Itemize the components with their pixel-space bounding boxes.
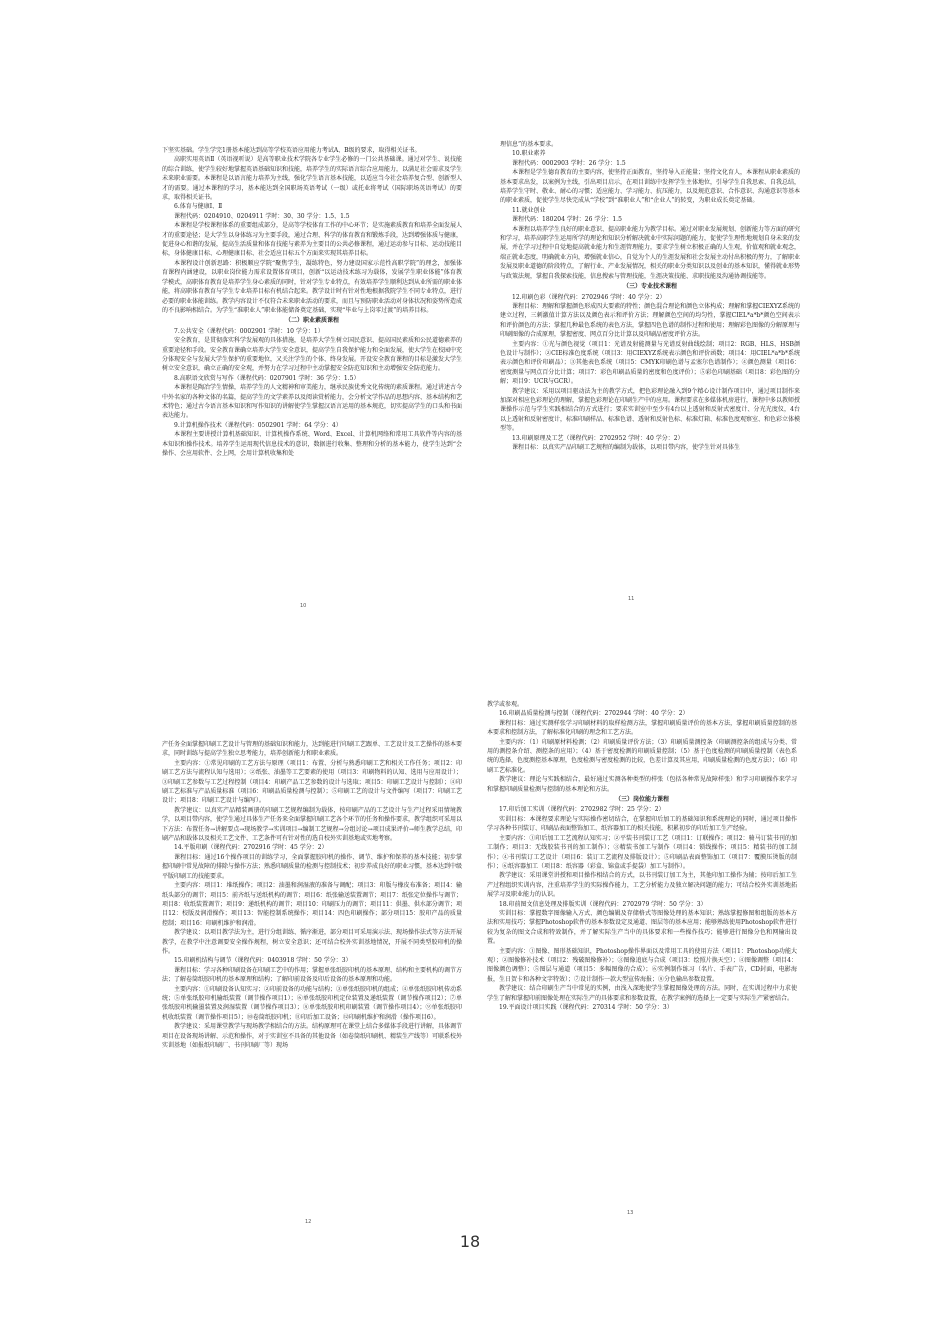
paragraph: 9.计算机操作技术（课程代码：0502901 学时：64 学分：4） (174, 421, 342, 429)
paragraph: 课程目标：理解和掌握颜色形成四大要素的特性；颜色混合理论和颜色立体构成；理解和掌握CIEXYZ系统的建立过程，三刺激值计算方法以及颜色表示和评价方法；理解颜色空间的均匀性，掌握CIEL*a*b*颜色空间表示和评价颜色的方法；掌握几种最色系统的表色方法，掌握四色色谱的制作过程和使用；理解彩色图像的分解原理与印刷图像的合成原理，掌握密度、网点百分比计算以及印刷品密度评价方法。 (500, 302, 800, 339)
paragraph: 教学建议：结合印刷生产当中常见的实例，由浅入深地使学生掌握图像处理的方法。同时，在实训过程中力求使学生了解和掌握印前图像处理在实际生产的具体要求和参数设置，在教学案例的选择上一定要与实际生产紧密结合。 (487, 985, 797, 1002)
paragraph: 12.印刷色彩（课程代码：2702946 学时：40 学分：2） (512, 293, 666, 301)
sheet-number: 18 (459, 1232, 481, 1251)
paragraph: 实训目标：掌握数字图像输入方式、颜色编辑及存储格式等图像处理的基本知识；熟练掌握修图和组版的基本方法和实用技巧；掌握Photoshop软件的基本参数设定及通道、图层等的基本应用；能够熟练使用Photoshop软件进行较为复杂的图文合成和特效制作，并了解实际生产当中的具体要求和一些操作技巧；能够进行图像分色和网输出设置。 (487, 909, 797, 946)
paragraph: 主要内容：①印后加工工艺流程认知实习；②平装书刊装订工艺（项目1：订联操作；项目2：骑马订装书刊的加工制作；项目3：无线胶装书刊的加工制作）；③精装书加工与制作（项目4：锁线操作；项目5：精装书的加工制作）；④书刊装订工艺设计（项目6：装订工艺流程及排版设计）；⑤印刷品表面整饰加工（项目7：覆膜压烫版的制作）；⑥纸容器加工（项目8：纸容器（彩盒、锦盒或手提袋）加工与制作）。 (487, 834, 797, 870)
paragraph: 课程目标：通过实测样张学习印刷材料的取样检测方法，掌握印刷质量评价的基本方法，掌握印刷质量控制的基本要求和控制方法，了解标准化印刷的理念和工艺方法。 (487, 719, 797, 737)
paragraph: 教学或参观。 (487, 701, 524, 708)
document-page-11 (500, 140, 800, 602)
paragraph: 下坚实基础。学生学完1册基本能达到高等学校英语应用能力考试A、B级的要求，取得相关证书。 (162, 147, 421, 154)
paragraph: 主要内容：项目1：堆纸操作；项目2：油墨和润湿液的准备与调配；项目3：印版与橡皮布准备；项目4：输纸头部分的调节；项目5：前齐纸与送纸机构的调节；项目6：纸张输送装置调节；项目7：纸张定位操作与调节；项目8：收纸装置调节；项目9：递纸机构的调节；项目10：印刷压力的调节；项目11：供墨、供水部分调节；项目12：校版及润滑操作；项目13：智能控制系统操作；项目14：四色印刷操作；部分项目15：胶印产品的质量控制；项目16：印刷机维护和润滑。 (162, 882, 462, 927)
paragraph: 19.平面设计项目实践（课程代码：270314 学时：50 学分：3） (499, 1004, 673, 1011)
paragraph: 产任务全面掌握印刷工艺设计与管理的基础知识和能力，达到能进行印刷工艺跟单、工艺设计及工艺操作的基本要求，同时训练与提高学生独立思考能力，培养创新能力和职业素质。 (162, 741, 462, 758)
paragraph: 15.印刷机结构与调节（课程代码：0403918 学时：50 学分：3） (174, 957, 352, 965)
paragraph: 课程代码：0002903 学时：26 学分：1.5 (512, 159, 626, 167)
paragraph: 教学建议：采用以项目驱动法为主的教学方式，把色彩理论融入到9个精心设计制作项目中，通过项目制作来加深对相应色彩理论的理解，掌握色彩理论在印刷生产中的应用。课程要求在多媒体机房进行，课程中多以教师授课操作示范与学生实践相结合的方式进行；要求实训室中至少有4台以上透射和反射式密度计、分光光度仪，4台以上透射和反射密度计，标准印刷样品、标准色谱、透射和反射色标、标准灯箱、标准色度观察室、和色彩立体模型等。 (500, 387, 800, 433)
paragraph: 16.印刷品质量检测与控制（课程代码：2702944 学时：40 学分：2） (499, 710, 689, 718)
paragraph: 本课程设计创新思路：积极顺应学院“聚焦学生，凝练特色，努力建设国家示范性高职学院”的理念，加强体育课程内涵建设，以职业岗位能力需求设置体育项目，创新“以运动技术练习为载体，发展学生职业体能”体育教学模式，高职体育教育是培养学生身心素质的同时，针对学生专业特点，有效培养学生顺利达到从业所需的职业体能，将高职体育教育与学生专业培养目标有机结合起来。教学设计时有针对性地根据我院学生不同专业特点，进行必要的职业体能训练。教学内容设计不仅符合未来职业活动的要求，而且与预防职业活动对身体状况和姿势所造成的不良影响相结合。为学生“准职业人”职业体能储备奠定基础，实现“毕业与上岗零过渡”的培养目标。 (162, 259, 462, 314)
paragraph: 高职实用英语Ⅱ（英语视听说）是高等职业技术学院各专业学生必修的一门公共基础课。通过对学生、说技能的综合训练，使学生较好地掌握英语基础知识和技能，培养学生的实际语言综合应用能力，以满足社会需求及学生未来职业需要。本课程是以语言能力培养为主线，强化学生语言基本技能，以适应当今社会培养复合型、创新型人才的需要。通过本课程的学习，基本能达到全国职场英语考试（一级）或托业将考试（国际职场英语考试）的要求，取得相关证书。 (162, 156, 462, 202)
paragraph: 11.就业创业 (512, 206, 546, 214)
paragraph: 18.印前图文信息处理及排版实训（课程代码：2702979 学时：50 学分：3） (499, 900, 707, 908)
document-page-12 (162, 740, 462, 1196)
paragraph: 课程目标：通过16个操作项目的训练学习，全面掌握胶印机的操作、调节、维护和保养的基本技能；初步掌握印刷中常见故障的排除与操作方法；熟悉印刷质量的检测与控制技术；初步养成良好的职业习惯，基本达到中级平版印刷工的技能要求。 (162, 853, 462, 880)
paragraph: 本课程以培养学生良好的职业意识、提高职业能力为教学目标。通过对职业发展规划、创新能力等方面的研究和学习，培养高职学生运用所学的理论和知识分析解决就业中实际问题的能力，促使学生理性地规划自身未来的发展，并在学习过程中自觉地提高就业能力和生涯管理能力，要求学生树立积极正确的人生观，价值观和就业观念，端正就业态度，明确就业方向，增强就业信心，自觉为个人的生涯发展和社会发展主动付出积极的努力，了解职业发展及职业道德的阶段特点，了解行业、产业发展情况，相关的职业分类知识以及创业的基本知识，懂得就业形势与政策法规，掌握自我探索技能，信息搜索与管理技能，生涯决策技能、求职技能及沟通协调技能等。 (500, 225, 800, 280)
paragraph: 8.高职语文欣赏与写作（课程代码：0207901 学时：36 学分：1.5） (174, 374, 360, 382)
section-heading: （二）职业素质课程 (284, 317, 339, 325)
paragraph: 教学建议：理论与实践相结合，最好通过实测各种类型的样张（包括各种常见故障样张）和学习印刷操作来学习和掌握印刷质量检测与控制的基本理论和方法。 (487, 776, 797, 793)
paragraph: 主要内容：①印刷设备认知实习；②印前设备的功能与结构；③单张纸胶印机的组成；④单张纸胶印机传动系统；⑤单张纸胶印机输纸装置（调节操作项目1）；⑥单张纸胶印机定位装置及递纸装置（调节操作项目2）；⑦单张纸胶印机输墨装置及润湿装置（调节操作项目3）；⑧单张纸胶印机印刷装置（调节操作项目4）；⑨单张纸胶印机收纸装置（调节操作项目5）；⑩卷筒纸胶印机；⑪印后加工设备；⑫印刷机维护和润滑（操作项目6）。 (162, 985, 462, 1021)
paragraph: 17.印后加工实训（课程代码：2702982 学时：25 学分：2） (499, 806, 665, 814)
page-number: 11 (628, 596, 635, 602)
paragraph: 安全教育，是贯彻落实科学发展观的具体措施，是培养大学生树立国民意识、提高国民素质和公民道德素养的重要途径和手段。安全教育课确立培养大学生安全意识，提高学生自我保护能力和全面发展，使大学生在校园中充分体现安全与发展大学生保护的重要地位，又关注学生的个体、终身发展。开设安全教育课程的目标是激发大学生树立安全意识，确立正确的安全观，并努力在学习过程中主动掌握安全防范知识和主动增强安全防范能力。 (162, 337, 462, 373)
paragraph: 课程目标：以真实产品印刷工艺规程的编制为载体，以项目带内容，使学生针对具体生 (512, 444, 741, 451)
paragraph: 实训目标：本课程要求理论与实际操作密切结合，在掌握印后加工的基础知识和系统理论的同时，通过项目操作学习各种书刊装订、印刷品表面整饰加工、纸容器加工的相关技能，积累初步的印后加工生产经验。 (487, 815, 797, 833)
paragraph: 主要内容：①常见印刷的工艺方法与原理（项目1：布置、分析与熟悉印刷工艺和相关工作任务；项目2：印刷工艺方法与流程认知与选用）；②纸张、油墨等工艺要素的使用（项目3：印刷物料的认知、选用与应用设计）；③印刷工艺参数与工艺过程控制（项目4：印刷产品工艺参数的设计与选取；项目5：印刷工艺设计与控制）；④印刷工艺标准与产品质量标准（项目6：印刷品质量检测与控制）；⑤印刷工艺的设计与文件编写（项目7：印刷工艺设计；项目8：印刷工艺设计与编写）。 (162, 759, 462, 805)
page-number: 12 (305, 1219, 312, 1225)
paragraph: 主要内容：①图像、图形基础知识，Photoshop操作界面以及常用工具的使用方法（项目1：Photoshop功能大观）；②图像修补技术（项目2：残破图像修补）；③图像追底与合成（项目3：绘照片换天空）；④图像调整（项目4：图像颜色调整）；⑤图层与通道（项目5：多幅图像的合成）；⑥实例制作练习（名片、手表广告，CD封面，电影海报，生日贺卡和各种文字特效）；⑦设计制作一款大型宣传海报；⑧分色输出参数设置。 (487, 947, 797, 983)
paragraph: 课程代码：180204 学时：26 学分：1.5 (512, 216, 622, 224)
paragraph: 本课程主要讲授计算机基础知识、计算机操作系统、Word、Excel、计算机网络和常用工具软件等内容的基本知识和操作技术。培养学生运用现代信息技术的意识，数据进行收集、整理和分析的基本能力，使学生达到“会操作、会应用软件、会上网，会用计算机收集和处 (162, 431, 462, 457)
paragraph: 教学建议：采用课堂教学与现场教学相结合的方法。结构原理可在课堂上结合多媒体手段进行讲解，具体调节项目在设备现场讲解、示范和操作，对于实训室不具备的其他设备（如卷筒纸印刷机、精装生产线等）可联系校外实训基地（如报纸印刷厂、书刊印刷厂等）现场 (162, 1023, 462, 1049)
paragraph: 14.平版印刷（课程代码：2702916 学时：45 学分：2） (174, 844, 328, 852)
document-page-10 (162, 146, 462, 602)
paragraph: 本课程是学生德育教育的主要内容，使坚持正面教育，坚持导入正能量；坚持文化育人，本课程从职业素质的基本要求出发，以案例为主线，引出项目启示，在项目训练中发挥学生主体地位，引导学生自我思索、自我总结，培养学生守时、敬业、耐心的习惯；适应能力、学习能力、抗压能力，以及规范意识、合作意识、沟通意识等基本的职业素质，促使学生尽快完成从“学校”到“准职业人”和“企业人”的转变，为职业成长奠定基础。 (500, 169, 800, 205)
paragraph: 本课程是陶冶学生情操，培养学生的人文精神和审美能力，继承民族优秀文化传统的素质课程。通过讲述古今中外名家的各种文体的名篇，提高学生的文学素养以及阅读赏析能力，会分析文学作品的思想内容、基本结构和艺术特色；通过古今语言基本知识和写作知识的讲解使学生掌握汉语言运用的基本规范，切实提高学生的口头和书面表达能力。 (162, 384, 462, 420)
paragraph: 教学建议：以项目教学法为主，进行分组训练、循序渐进，部分项目可采用演示法、现场操作法式等方法开展教学，在教学中注意调要安全操作规程，树立安全意识；还可结合校外实训基地情况，开展不同类型胶印机的操作。 (162, 929, 462, 955)
paragraph: 6.体育与健康Ⅰ、Ⅱ (174, 203, 223, 211)
section-heading: （三）岗位能力课程 (614, 796, 669, 804)
paragraph: 教学建议：以真实产品精装画册的印刷工艺规程编制为载体，按印刷产品的工艺设计与生产过程采用情境教学，以项目带内容，使学生通过具体生产任务来全面掌握印刷工艺各个环节的任务和操作要求，教学组织可采用以下方法：布置任务→讲解要点→现场教学→实训项目→编制工艺规程→分组讨论→项目成果评价→师生教学总结，印刷产品和载体以及相关工艺文件、工艺条件可有针对性的选自校外实训基地或实地考察。 (162, 806, 462, 843)
document-page-13 (487, 700, 797, 1196)
paragraph: 课程代码：0204910、0204911 学时：30、30 学分：1.5、1.5 (174, 212, 350, 220)
paragraph: 7.公共安全（课程代码：0002901 学时：10 学分：1） (174, 327, 324, 335)
paragraph: 课程目标：学习各种印刷设备在印刷工艺中的作用；掌握单张纸胶印机的基本原理、结构和主要机构的调节方法；了解卷筒纸胶印机的基本原理和结构；了解印前设备及印后设备的基本原理和功能。 (162, 966, 462, 984)
paragraph: 主要内容：（1）印刷原材料检测；（2）印刷质量评价方法；（3）印刷质量测控条（印刷测控条的组成与分类、常用的测控条介绍、测控条的应用）；（4）基于密度检测的印刷质量控制；（5）基于色度检测的印刷质量控制（表色系统的选择，色度测控基本原理，色度检测与密度检测的比较，色差计算及其应用，印刷质量检测的色度方法）；（6）印刷工艺标准化。 (487, 738, 797, 774)
page-number: 13 (627, 1210, 634, 1216)
paragraph: 10.职业素养 (512, 150, 546, 158)
paragraph: 本课程是学校课程体系的重要组成部分，是高等学校体育工作的中心环节；是实施素质教育和培养全面发展人才的重要途径；是大学生以身体练习为主要手段，通过合理、科学的体育教育和锻炼手段，达到增强体质与健康，促进身心和谐的发展，提高生活质量和体育技能与素养为主要目的公共必修课程，通过运动参与目标、运动技能目标，身体健康目标、心理健康目标、社会适应目标五个方面来实现其培养目标。 (162, 222, 462, 258)
page-number: 10 (300, 603, 307, 609)
paragraph: 理信息”的基本要求。 (500, 141, 558, 148)
paragraph: 13.印刷原理及工艺（课程代码：2702952 学时：40 学分：2） (512, 434, 684, 442)
paragraph: 主要内容：①光与颜色视觉（项目1：光谱及射能测量与光谱反射曲线绘制；项目2：RGB、HLS、HSB颜色设计与制作）；②CIE标准色度系统（项目3：用CIEXYZ系统表示颜色和评价函数；项目4：用CIEL*a*b*系统表示颜色和评价印刷品）；③其他表色系统（项目5：CMYK印刷色谱与孟塞尔色谱制作）；④颜色测量（项目6：密度测量与网点百分比计算；项目7：彩色印刷品质量的密度和色度评价）；⑤彩色印刷基础（项目8：彩色图的分解；项目9：UCR与GCR）。 (500, 340, 800, 386)
paragraph: 教学建议：采用课堂讲授和项目操作相结合的方式，以书刊装订加工为主，其他印加工操作为辅；按印后加工生产过程组织实训内容，注重培养学生的实际操作能力，工艺分析能力及独立解决问题的能力；可结合校外实训基地拓展学习及职业能力的认识。 (487, 872, 797, 899)
section-heading: （三）专业技术课程 (622, 283, 677, 291)
